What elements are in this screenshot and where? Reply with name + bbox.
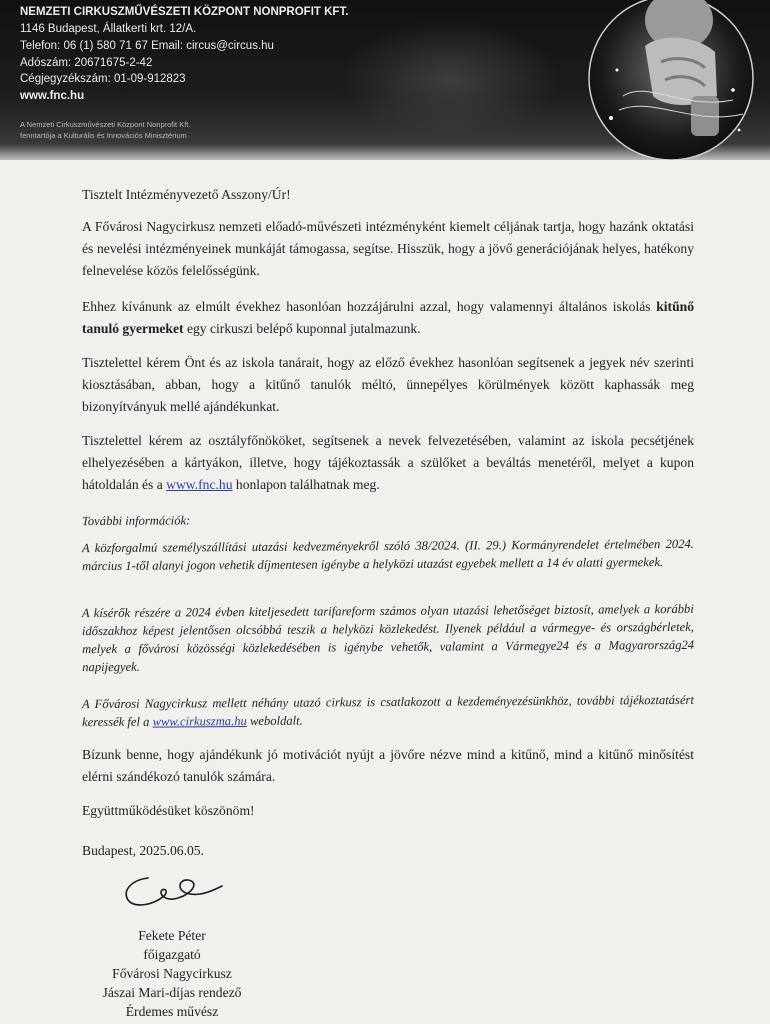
letterhead	[0, 0, 770, 160]
signatory-award: Jászai Mari-díjas rendező	[102, 985, 242, 1000]
letter-body	[0, 160, 770, 1024]
org-tax-number: Adószám: 20671675-2-42	[20, 57, 153, 69]
signatory-name: Fekete Péter	[138, 928, 206, 943]
fnc-website-link[interactable]: www.fnc.hu	[166, 477, 233, 492]
org-website: www.fnc.hu	[20, 90, 85, 102]
paragraph-motivation: Bízunk benne, hogy ajándékunk jó motivációt nyújt a jövőre nézve mind a kitűnő, mind a kitűnő minősítést elérni szándékozó tanulók számára.	[82, 747, 694, 784]
signatory-organization: Fővárosi Nagycirkusz	[112, 966, 232, 981]
org-name: NEMZETI CIRKUSZMŰVÉSZETI KÖZPONT NONPROFIT KFT.	[20, 6, 349, 18]
signatory-title: Érdemes művész	[125, 1004, 219, 1019]
contribution-text: Ehhez kívánunk az elmúlt évekhez hasonlóan hozzájárulni azzal, hogy valamennyi általános iskolás	[82, 299, 657, 314]
info-other-circuses	[82, 691, 694, 731]
salutation: Tisztelt Intézményvezető Asszony/Úr!	[82, 187, 291, 202]
info-title: További információk:	[81, 513, 191, 529]
signature-image	[118, 872, 228, 912]
paragraph-contribution	[82, 296, 694, 340]
contribution-emphasis: kitűnő tanuló gyermeket	[82, 299, 694, 336]
maintainer-line-1: A Nemzeti Cirkuszművészeti Központ Nonprofit Kft.	[20, 120, 191, 129]
org-registry-number: Cégjegyzékszám: 01-09-912823	[20, 73, 186, 85]
signatory-role: főigazgató	[143, 947, 201, 962]
maintainer-line-2: fenntartója a Kulturális és Innovációs Minisztérium	[20, 131, 187, 140]
letter-date: Budapest, 2025.06.05.	[82, 843, 204, 858]
cirkuszma-website-link[interactable]: www.cirkuszma.hu	[152, 713, 247, 729]
request-text-end: honlapon találhatnak meg.	[232, 477, 380, 492]
paragraph-request-teachers: Tisztelettel kérem Önt és az iskola tanárait, hogy az előző évekhez hasonlóan segítsenek a jegyek név szerinti kiosztásában, abban, hogy a kitűnő tanulók méltó, ünnepélyes körülmények között kaphassák meg bizonyítványuk mellé ajándékunkat.	[82, 355, 694, 414]
request-text: Tisztelettel kérem az osztályfőnököket, segítsenek a nevek felvezetésében, valamint az iskola pecsétjének elhelyezésében a kártyákon, illetve, hogy tájékoztassák a szülőket a beváltás menetéről, melyet a kupon hátoldalán és a	[82, 433, 694, 492]
paragraph-intro: A Fővárosi Nagycirkusz nemzeti előadó-művészeti intézményként kiemelt céljának tartja, hogy hazánk oktatási és nevelési intézményeinek munkáját támogassa, segítse. Hisszük, hogy a jövő generációjának helyes, hatékony felnevelése közös felelősségünk.	[82, 219, 694, 278]
info-travel-children: A közforgalmú személyszállítási utazási kedvezményekről szóló 38/2024. (II. 29.) Kormányrendelet értelmében 2024. március 1-től alanyi jogon vehetik díjmentesen igénybe a helyközi utazást egyebek mellett a 14 év alatti gyermekek.	[81, 536, 694, 574]
info-other-text-end: weboldalt.	[246, 713, 303, 728]
contribution-text-end: egy cirkuszi belépő kuponnal jutalmazunk.	[183, 321, 421, 336]
org-contact: Telefon: 06 (1) 580 71 67 Email: circus@circus.hu	[20, 40, 274, 52]
paragraph-request-form-teachers	[82, 430, 694, 496]
paragraph-thanks: Együttműködésüket köszönöm!	[82, 803, 255, 818]
circus-emblem-image	[583, 0, 759, 160]
org-address: 1146 Budapest, Állatkerti krt. 12/A.	[20, 23, 197, 35]
info-other-text: A Fővárosi Nagycirkusz mellett néhány utazó cirkusz is csatlakozott a kezdeményezésünkhöz, további tájékoztatásért keressék fel a	[81, 692, 694, 730]
info-travel-escorts: A kísérők részére a 2024 évben kiteljesedett tarifareform számos olyan utazási lehetőséget biztosít, amelyek a korábbi időszakhoz képest jelentősen olcsóbbá teszik a helyközi közlekedést. Ilyenek például a vármegye- és országbérletek, melyek a fővárosi közösségi közlekedésében is igénybe vehetők, valamint a Vármegye24 és a Magyarország24 napijegyek.	[81, 601, 695, 675]
letterhead-glow	[340, 20, 560, 140]
